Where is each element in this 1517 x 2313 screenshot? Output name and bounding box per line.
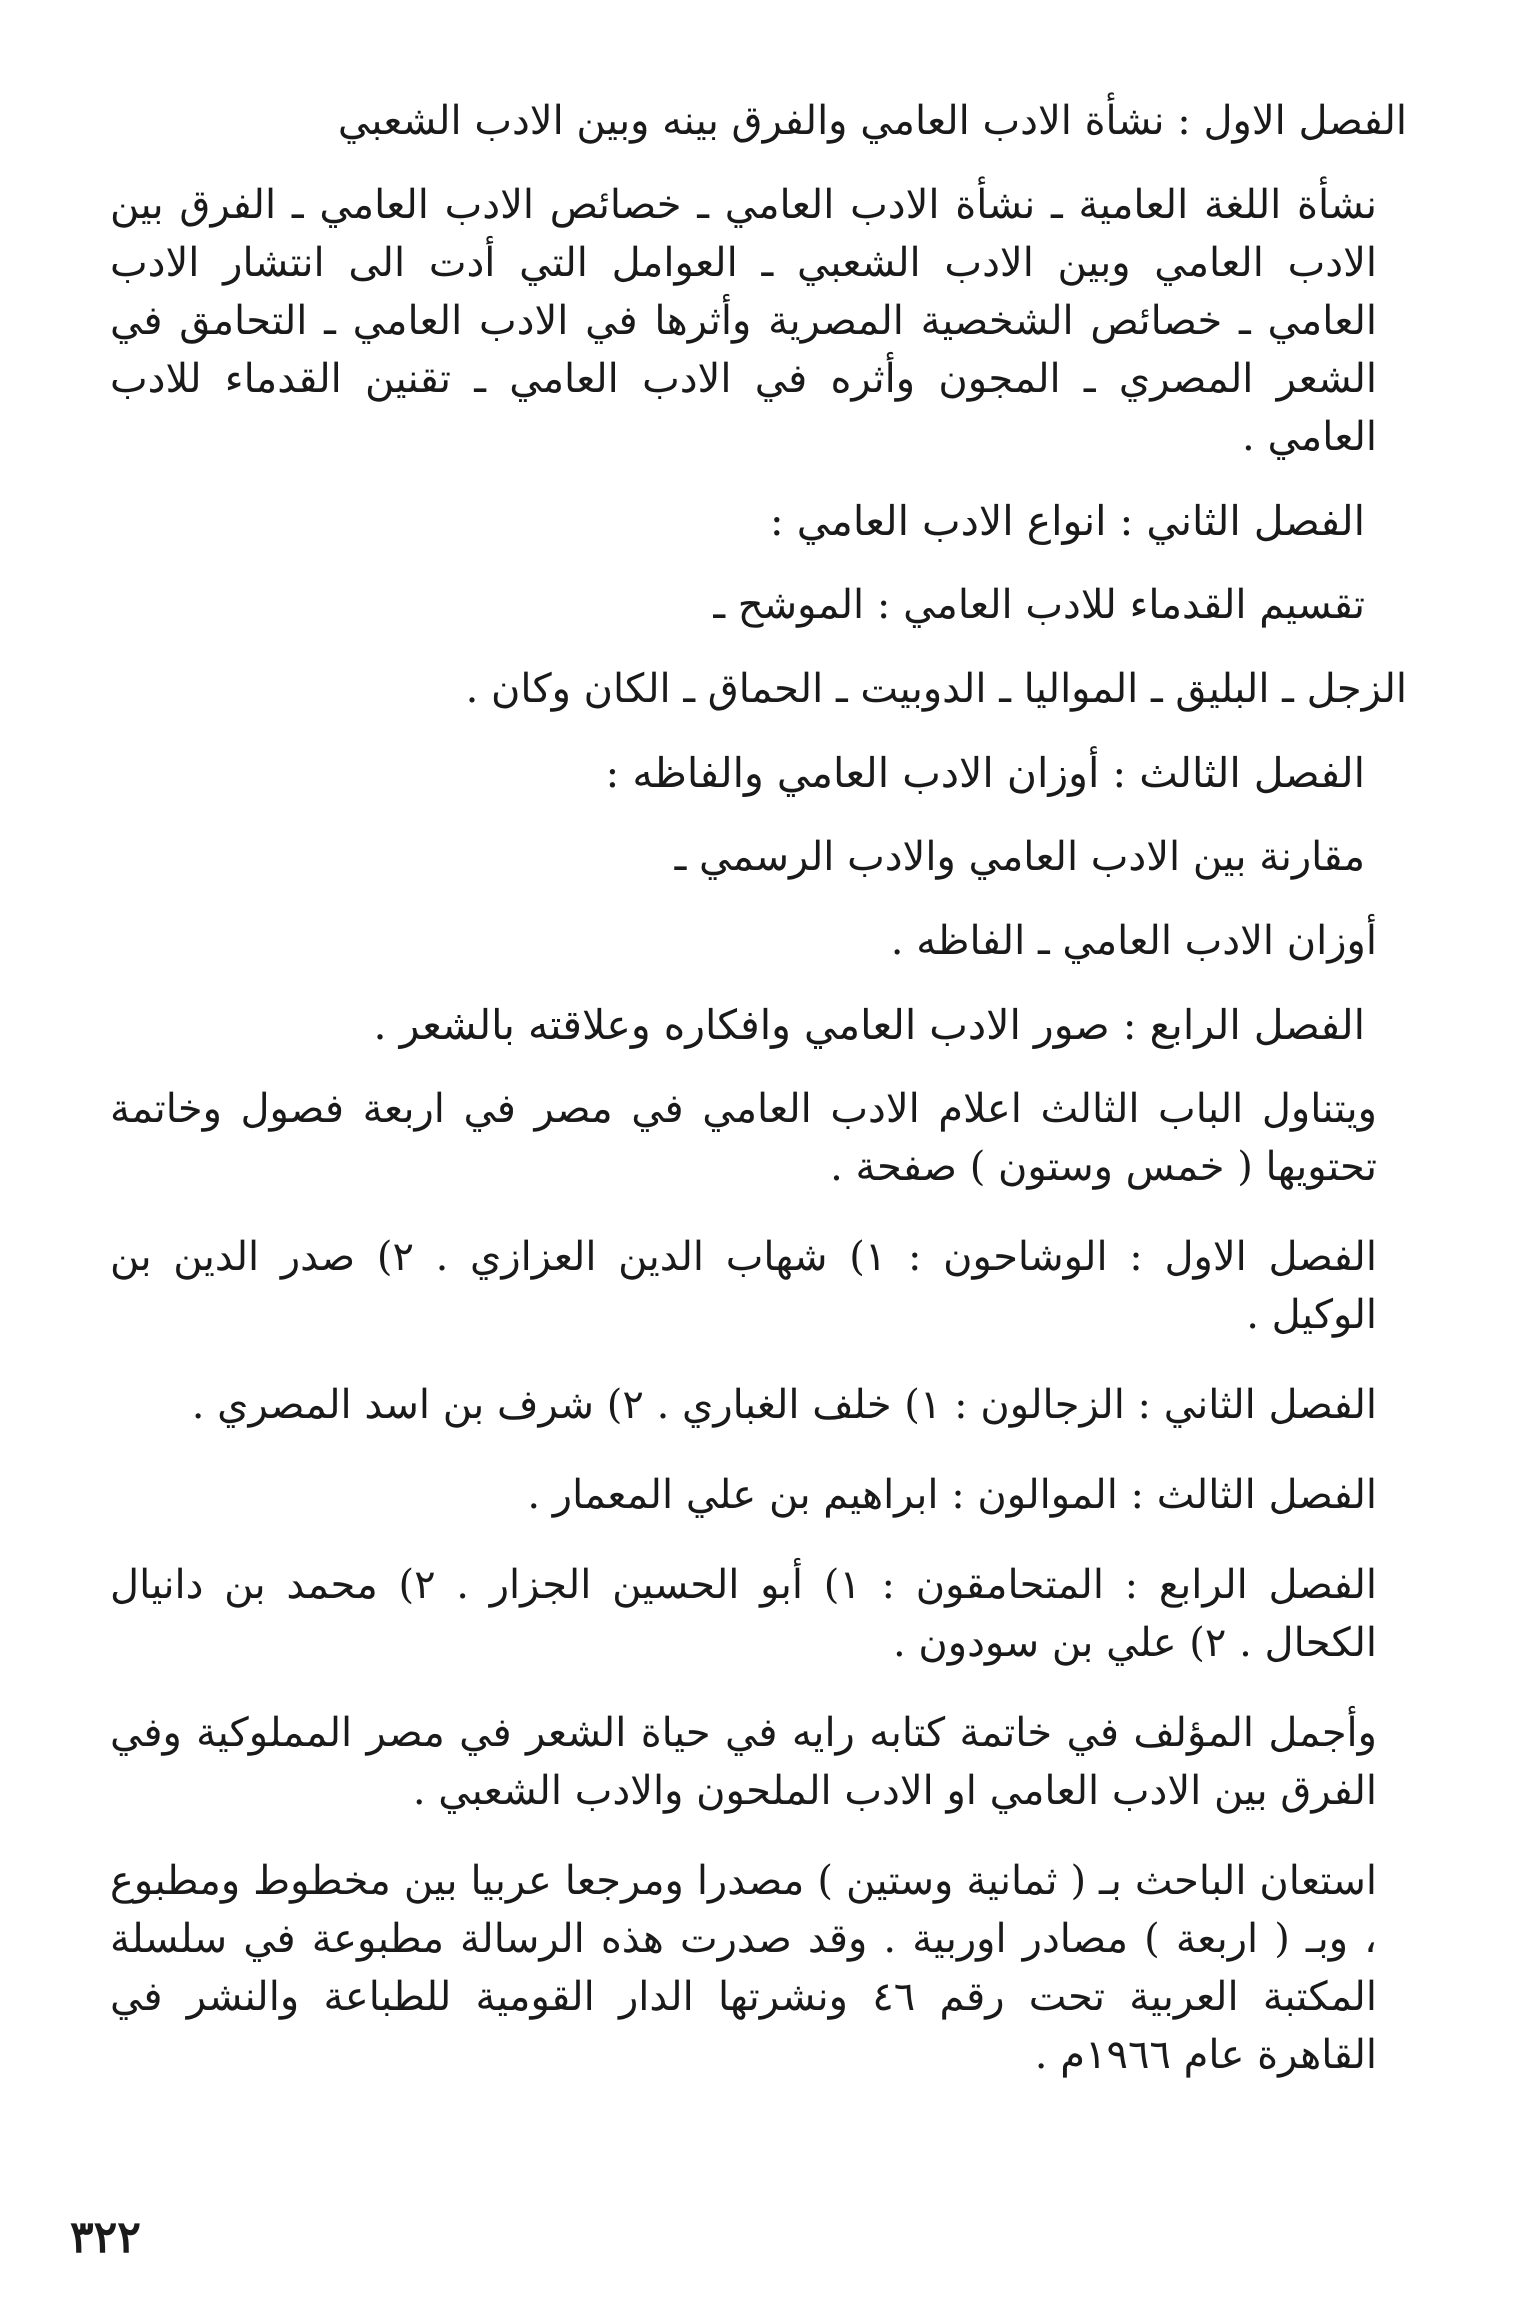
chapter-2-title: الفصل الثاني : انواع الادب العامي : <box>769 497 1365 545</box>
chapter-2-body-line-2: الزجل ـ البليق ـ المواليا ـ الدوبيت ـ الحماق ـ الكان وكان . <box>465 666 1407 712</box>
part-3-chapter-4: الفصل الرابع : المتحامقون : ١) أبو الحسين الجزار . ٢) محمد بن دانيال الكحال . ٢) علي بن سودون . <box>110 1562 1378 1666</box>
part-3-chapter-2: الفصل الثاني : الزجالون : ١) خلف الغباري . ٢) شرف بن اسد المصري . <box>191 1382 1377 1428</box>
conclusion-paragraph: وأجمل المؤلف في خاتمة كتابه رايه في حياة الشعر في مصر المملوكية وفي الفرق بين الادب العامي او الادب الملحون والادب الشعبي . <box>110 1710 1377 1814</box>
part-3-intro: ويتناول الباب الثالث اعلام الادب العامي في مصر في اربعة فصول وخاتمة تحتويها ( خمس وستون ) صفحة . <box>110 1086 1377 1190</box>
part-3-chapter-1: الفصل الاول : الوشاحون : ١) شهاب الدين العزازي . ٢) صدر الدين بن الوكيل . <box>110 1234 1377 1338</box>
chapter-1-title: الفصل الاول : نشأة الادب العامي والفرق بينه وبين الادب الشعبي <box>337 98 1407 144</box>
page-number: ٣٢٢ <box>70 2212 141 2263</box>
part-3-chapter-3: الفصل الثالث : الموالون : ابراهيم بن علي المعمار . <box>527 1472 1377 1518</box>
chapter-1-body: نشأة اللغة العامية ـ نشأة الادب العامي ـ خصائص الادب العامي ـ الفرق بين الادب العامي وبين الادب الشعبي ـ العوامل التي أدت الى انتشار الادب العامي ـ خصائص الشخصية المصرية وأثرها في الادب العامي ـ التحامق في الشعر المصري ـ المجون وأثره في الادب العامي ـ تقنين القدماء للادب العامي . <box>110 182 1377 460</box>
chapter-4-title: الفصل الرابع : صور الادب العامي وافكاره وعلاقته بالشعر . <box>373 1001 1365 1049</box>
chapter-3-title: الفصل الثالث : أوزان الادب العامي والفاظه : <box>605 749 1365 797</box>
chapter-3-body-line-1: مقارنة بين الادب العامي والادب الرسمي ـ <box>674 834 1365 880</box>
chapter-3-body-line-2: أوزان الادب العامي ـ الفاظه . <box>890 918 1377 964</box>
chapter-2-body-line-1: تقسيم القدماء للادب العامي : الموشح ـ <box>713 582 1365 628</box>
sources-paragraph: استعان الباحث بـ ( ثمانية وستين ) مصدرا ومرجعا عربيا بين مخطوط ومطبوع ، وبـ ( اربعة ) مصادر اوربية . وقد صدرت هذه الرسالة مطبوعة في سلسلة المكتبة العربية تحت رقم ٤٦ ونشرتها الدار القومية للطباعة والنشر في القاهرة عام ١٩٦٦م . <box>110 1858 1377 2078</box>
